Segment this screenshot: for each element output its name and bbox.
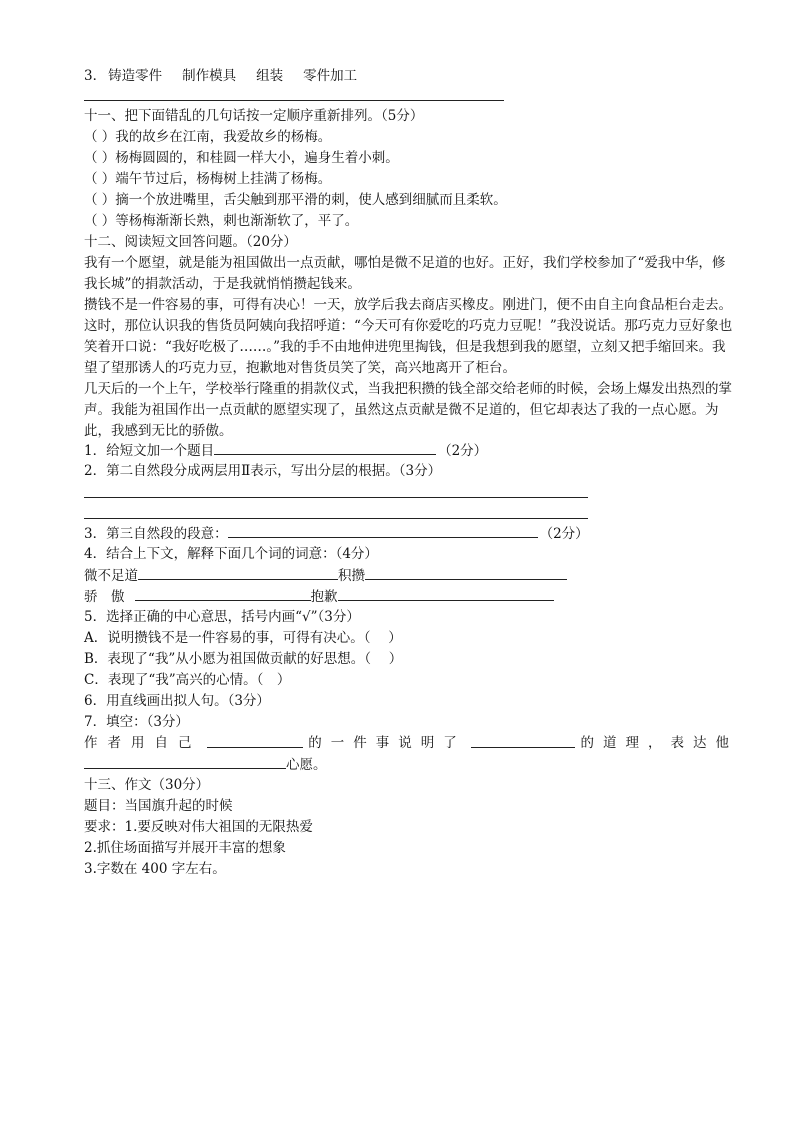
fill-text: 的道理，表达他 — [580, 735, 738, 751]
title-blank[interactable] — [214, 440, 436, 455]
sequence-item: 铸造零件 — [108, 68, 163, 84]
word-definitions-row-2 — [84, 586, 554, 606]
word-label: 骄 傲 — [84, 589, 125, 605]
reorder-item: （ ）摘一个放进嘴里，舌尖触到那平滑的刺，使人感到细腻而且柔软。 — [84, 192, 507, 208]
choice-option-c[interactable]: C．表现了“我”高兴的心情。（ ） — [84, 672, 291, 688]
section13-heading: 十三、作文（30分） — [84, 777, 210, 793]
question-1-text: 1．给短文加一个题目 — [84, 443, 215, 459]
definition-blank[interactable] — [138, 565, 338, 580]
question-1-score: （2分） — [438, 443, 488, 459]
section11-heading: 十一、把下面错乱的几句话按一定顺序重新排列。（5分） — [84, 108, 424, 124]
word-definitions-row-1 — [84, 565, 567, 585]
fill-in-row-2 — [84, 754, 327, 774]
passage-paragraph-2: 攒钱不是一件容易的事，可得有决心！一天，放学后我去商店买橡皮。刚进门，便不由自主向食品柜台走去。这时，那位认识我的售货员阿姨向我招呼道：“今天可有你爱吃的巧克力豆呢！”我没说话。那巧克力豆好象也笑着开口说：“我好吃极了……。”我的手不由地伸进兜里掏钱，但是我想到我的愿望，立刻又把手缩回来。我望了望那诱人的巧克力豆，抱歉地对售货员笑了笑，高兴地离开了柜台。 — [84, 297, 733, 376]
definition-blank[interactable] — [135, 586, 311, 601]
section12-heading: 十二、阅读短文回答问题。（20分） — [84, 234, 297, 250]
fill-text: 作者用自己 — [84, 735, 202, 751]
question-6: 6．用直线画出拟人句。（3分） — [84, 693, 270, 709]
sequence-number: 3． — [84, 68, 107, 84]
essay-requirement: 2.抓住场面描写并展开丰富的想象 — [84, 840, 286, 856]
fill-blank[interactable] — [84, 754, 286, 769]
reorder-item: （ ）端午节过后，杨梅树上挂满了杨梅。 — [84, 171, 332, 187]
answer-line[interactable] — [84, 518, 588, 519]
essay-title: 题目：当国旗升起的时候 — [84, 798, 233, 814]
question-3-score: （2分） — [539, 526, 589, 542]
sequence-item: 组装 — [256, 68, 284, 84]
question-2: 2．第二自然段分成两层用Ⅱ表示，写出分层的根据。（3分） — [84, 463, 442, 479]
fill-blank[interactable] — [207, 733, 303, 748]
sequence-question — [84, 66, 377, 86]
question-3 — [84, 523, 589, 543]
essay-requirement: 3.字数在 400 字左右。 — [84, 861, 226, 877]
answer-line[interactable] — [84, 497, 588, 498]
word-label: 微不足道 — [84, 568, 138, 584]
passage-paragraph-3: 几天后的一个上午，学校举行隆重的捐款仪式，当我把积攒的钱全部交给老师的时候，会场上爆发出热烈的掌声。我能为祖国作出一点贡献的愿望实现了，虽然这点贡献是微不足道的，但它却表达了我的一点心愿。为此，我感到无比的骄傲。 — [84, 381, 732, 439]
word-label: 抱歉 — [310, 589, 338, 605]
choice-option-a[interactable]: A．说明攒钱不是一件容易的事，可得有决心。（ ） — [84, 630, 402, 646]
sequence-item: 零件加工 — [303, 68, 358, 84]
definition-blank[interactable] — [338, 586, 554, 601]
question-3-text: 3．第三自然段的段意： — [84, 526, 228, 542]
fill-text: 的一件事说明了 — [308, 735, 466, 751]
definition-blank[interactable] — [365, 565, 567, 580]
fill-text: 心愿。 — [286, 757, 327, 773]
essay-requirement: 要求：1.要反映对伟大祖国的无限热爱 — [84, 819, 313, 835]
answer-line — [84, 100, 504, 101]
question-5: 5．选择正确的中心意思，括号内画“√”（3分） — [84, 609, 360, 625]
paragraph-meaning-blank[interactable] — [228, 523, 538, 538]
fill-blank[interactable] — [471, 733, 575, 748]
sequence-item: 制作模具 — [182, 68, 237, 84]
word-label: 积攒 — [338, 568, 365, 584]
fill-in-row — [84, 733, 738, 753]
reorder-item: （ ）我的故乡在江南，我爱故乡的杨梅。 — [84, 129, 332, 145]
question-7: 7．填空：（3分） — [84, 714, 189, 730]
choice-option-b[interactable]: B．表现了“我”从小愿为祖国做贡献的好思想。（ ） — [84, 651, 403, 667]
reorder-item: （ ）等杨梅渐渐长熟，刺也渐渐软了，平了。 — [84, 213, 359, 229]
question-4: 4．结合上下文，解释下面几个词的词意：（4分） — [84, 546, 378, 562]
passage-paragraph-1: 我有一个愿望，就是能为祖国做出一点贡献，哪怕是微不足道的也好。正好，我们学校参加了“爱我中华，修我长城”的捐款活动，于是我就悄悄攒起钱来。 — [84, 255, 726, 292]
reorder-item: （ ）杨梅圆圆的，和桂圆一样大小，遍身生着小刺。 — [84, 150, 399, 166]
question-1 — [84, 440, 487, 460]
